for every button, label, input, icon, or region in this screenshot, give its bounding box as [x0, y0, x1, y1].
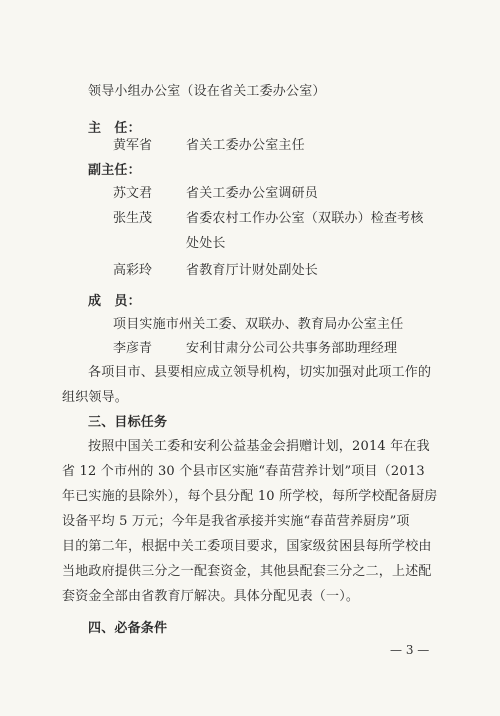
deputy-2-title-line2: 处处长 — [186, 236, 226, 251]
director-name: 黄军省 — [113, 138, 153, 153]
section3-heading: 三、目标任务 — [88, 415, 168, 430]
para2-line5: 目的第二年，根据中关工委项目要求，国家级贫困县每所学校由 — [62, 539, 432, 554]
director-label: 主 任： — [88, 121, 141, 136]
members-line: 项目实施市州关工委、双联办、教育局办公室主任 — [113, 317, 404, 332]
deputy-1-name: 苏文君 — [113, 186, 153, 201]
deputy-label: 副主任： — [88, 163, 141, 178]
section4-heading: 四、必备条件 — [88, 621, 168, 636]
para2-line3: 年已实施的县除外），每个县分配 10 所学校，每所学校配备厨房 — [62, 489, 438, 504]
deputy-2-name: 张生茂 — [113, 211, 153, 226]
page-number: — 3 — — [390, 643, 430, 657]
org-office-line: 领导小组办公室（设在省关工委办公室） — [88, 84, 326, 99]
para2-line2: 省 12 个市州的 30 个县市区实施“春苗营养计划”项目（2013 — [62, 464, 425, 479]
para2-line4: 设备平均 5 万元；今年是我省承接并实施“春苗营养厨房”项 — [62, 514, 410, 529]
deputy-3-name: 高彩玲 — [113, 263, 153, 278]
deputy-2-title-line1: 省委农村工作办公室（双联办）检查考核 — [186, 211, 424, 226]
member-person-name: 李彦青 — [113, 341, 153, 356]
para1-line2: 组织领导。 — [62, 390, 129, 405]
para2-line6: 当地政府提供三分之一配套资金，其他县配套三分之二，上述配 — [62, 564, 432, 579]
deputy-3-title: 省教育厅计财处副处长 — [186, 263, 319, 278]
director-title: 省关工委办公室主任 — [186, 138, 305, 153]
member-person-title: 安利甘肃分公司公共事务部助理经理 — [186, 341, 398, 356]
para2-line1: 按照中国关工委和安利公益基金会捐赠计划，2014 年在我 — [88, 439, 430, 454]
deputy-1-title: 省关工委办公室调研员 — [186, 186, 319, 201]
para2-line7: 套资金全部由省教育厅解决。具体分配见表（一）。 — [62, 589, 360, 604]
members-label: 成 员： — [88, 294, 141, 309]
para1-line1: 各项目市、县要相应成立领导机构，切实加强对此项工作的 — [88, 365, 432, 380]
